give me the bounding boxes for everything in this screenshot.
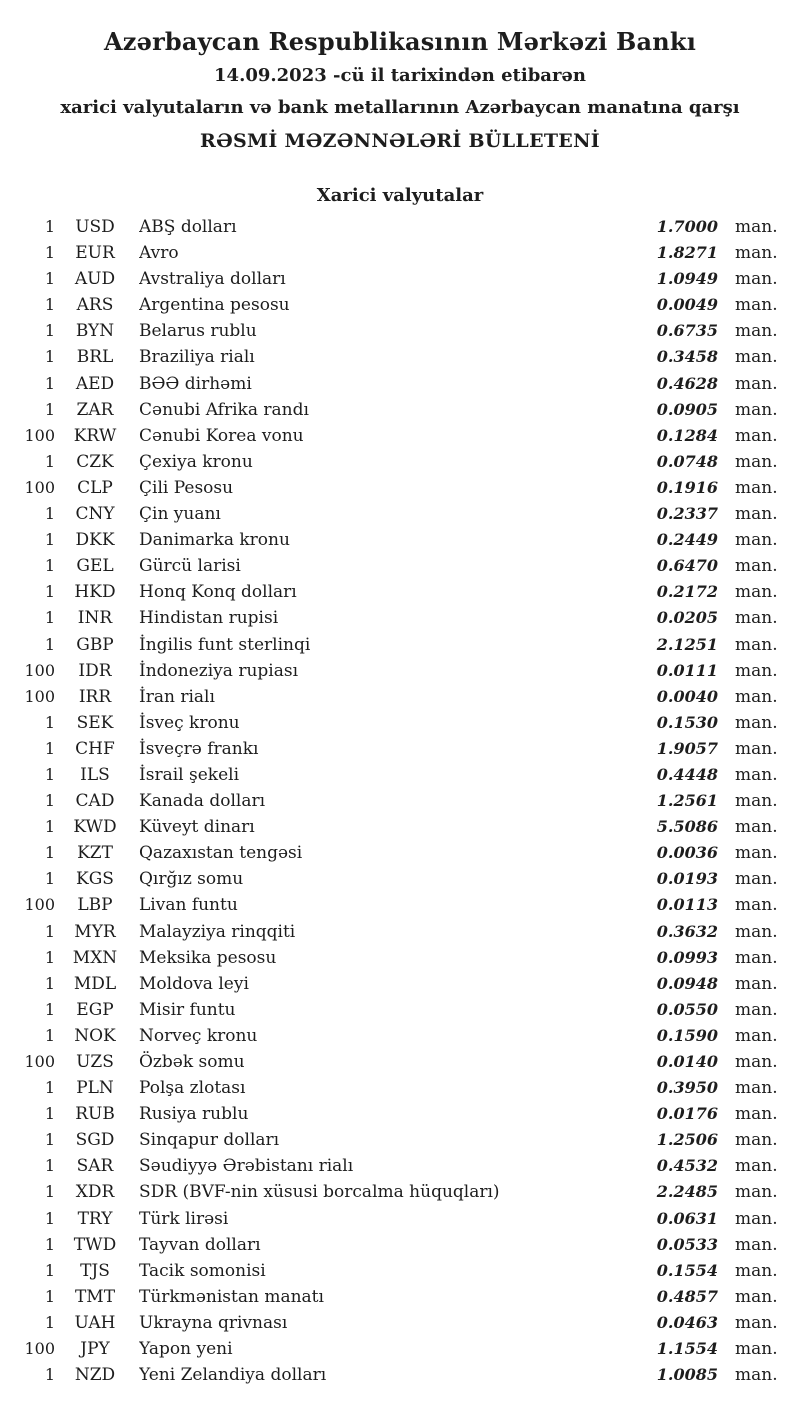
row-quantity: 1 <box>44 869 55 889</box>
table-row <box>0 1023 800 1049</box>
row-rate-value: 0.4448 <box>656 764 718 784</box>
table-row <box>0 736 800 762</box>
row-unit-label: man. <box>735 530 778 551</box>
row-quantity: 100 <box>24 1339 55 1359</box>
row-rate-value: 0.0176 <box>656 1104 718 1124</box>
table-row <box>0 658 800 684</box>
table-row <box>0 371 800 397</box>
row-currency-name: İran rialı <box>139 686 215 707</box>
row-quantity: 1 <box>44 1365 55 1385</box>
row-unit-label: man. <box>735 921 778 942</box>
row-quantity: 1 <box>44 269 55 289</box>
row-rate-value: 0.3632 <box>656 921 718 941</box>
row-quantity: 100 <box>24 895 55 915</box>
row-rate-value: 1.1554 <box>656 1339 718 1359</box>
row-currency-code: TMT <box>74 1286 116 1307</box>
row-quantity: 1 <box>44 347 55 367</box>
row-currency-code: CNY <box>75 504 115 525</box>
row-unit-label: man. <box>735 660 778 681</box>
row-currency-code: MYR <box>74 921 116 942</box>
row-unit-label: man. <box>735 373 778 394</box>
row-quantity: 1 <box>44 764 55 784</box>
row-unit-label: man. <box>735 399 778 420</box>
row-rate-value: 0.0193 <box>656 869 718 889</box>
row-quantity: 1 <box>44 1312 55 1332</box>
row-unit-label: man. <box>735 504 778 525</box>
table-row <box>0 1127 800 1153</box>
row-currency-name: İsrail şekeli <box>139 764 239 785</box>
row-quantity: 1 <box>44 634 55 654</box>
row-currency-code: MXN <box>72 947 118 968</box>
row-quantity: 1 <box>44 921 55 941</box>
row-currency-code: CHF <box>75 738 115 759</box>
row-quantity: 100 <box>24 686 55 706</box>
row-currency-name: Danimarka kronu <box>139 530 290 551</box>
row-rate-value: 0.4532 <box>656 1156 718 1176</box>
row-rate-value: 0.0049 <box>656 295 718 315</box>
row-quantity: 1 <box>44 399 55 419</box>
row-quantity: 1 <box>44 608 55 628</box>
row-quantity: 100 <box>24 425 55 445</box>
row-currency-code: SEK <box>76 712 114 733</box>
row-rate-value: 0.0533 <box>656 1234 718 1254</box>
row-currency-code: CLP <box>77 477 113 498</box>
row-currency-code: INR <box>77 608 113 629</box>
row-currency-code: AED <box>75 373 115 394</box>
row-quantity: 1 <box>44 556 55 576</box>
row-rate-value: 0.0748 <box>656 451 718 471</box>
row-currency-name: İsveçrə frankı <box>139 738 259 759</box>
table-row <box>0 1075 800 1101</box>
row-unit-label: man. <box>735 1130 778 1151</box>
row-currency-name: Moldova leyi <box>139 973 249 994</box>
table-row <box>0 214 800 240</box>
row-unit-label: man. <box>735 1156 778 1177</box>
row-currency-name: İsveç kronu <box>139 712 240 733</box>
row-currency-code: CZK <box>76 451 114 472</box>
row-unit-label: man. <box>735 1182 778 1203</box>
row-currency-code: UZS <box>76 1052 114 1072</box>
row-currency-code: ZAR <box>76 399 114 420</box>
row-quantity: 1 <box>44 738 55 758</box>
row-rate-value: 0.0205 <box>656 608 718 628</box>
row-rate-value: 1.7000 <box>656 217 718 236</box>
row-currency-name: İndoneziya rupiası <box>139 660 299 681</box>
row-rate-value: 0.1916 <box>656 477 718 497</box>
row-unit-label: man. <box>735 1025 778 1046</box>
row-currency-code: NZD <box>74 1365 116 1386</box>
row-currency-name: Qazaxıstan tengəsi <box>139 843 303 864</box>
row-currency-name: BƏƏ dirhəmi <box>139 373 252 394</box>
row-rate-value: 0.1590 <box>656 1025 718 1045</box>
row-currency-name: Cənubi Afrika randı <box>139 399 309 420</box>
row-rate-value: 0.0036 <box>656 843 718 863</box>
row-unit-label: man. <box>735 947 778 968</box>
table-row <box>0 397 800 423</box>
row-currency-code: GEL <box>76 556 114 577</box>
row-rate-value: 0.0113 <box>656 895 718 915</box>
row-unit-label: man. <box>735 269 778 290</box>
row-rate-value: 0.1554 <box>656 1260 718 1280</box>
row-unit-label: man. <box>735 869 778 890</box>
row-currency-name: Ukrayna qrivnası <box>139 1312 288 1333</box>
row-currency-code: DKK <box>75 530 115 551</box>
row-quantity: 1 <box>44 1234 55 1254</box>
row-currency-code: BRL <box>76 347 114 368</box>
row-currency-name: Küveyt dinarı <box>139 817 255 838</box>
row-currency-name: Cənubi Korea vonu <box>139 425 304 446</box>
row-currency-code: UAH <box>74 1312 116 1333</box>
row-unit-label: man. <box>735 738 778 759</box>
row-rate-value: 1.0949 <box>656 269 718 289</box>
row-currency-code: AUD <box>74 269 116 290</box>
row-currency-code: TRY <box>77 1208 113 1229</box>
row-currency-code: ILS <box>80 764 110 785</box>
row-currency-name: Yapon yeni <box>139 1339 233 1360</box>
row-currency-code: RUB <box>75 1104 115 1125</box>
row-currency-code: EUR <box>75 243 115 264</box>
table-row <box>0 449 800 475</box>
row-unit-label: man. <box>735 608 778 629</box>
row-quantity: 1 <box>44 1078 55 1098</box>
row-currency-name: ABŞ dolları <box>139 217 237 237</box>
table-row <box>0 919 800 945</box>
table-row <box>0 605 800 631</box>
row-unit-label: man. <box>735 347 778 368</box>
table-row <box>0 1153 800 1179</box>
row-rate-value: 1.2561 <box>656 791 718 811</box>
row-currency-code: CAD <box>75 791 115 812</box>
row-quantity: 100 <box>24 660 55 680</box>
table-row <box>0 1049 800 1075</box>
row-currency-name: Rusiya rublu <box>139 1104 249 1125</box>
row-currency-name: Çexiya kronu <box>139 451 253 472</box>
row-unit-label: man. <box>735 1365 778 1386</box>
row-currency-name: Misir funtu <box>139 999 236 1020</box>
table-row <box>0 501 800 527</box>
row-currency-code: KRW <box>73 425 117 446</box>
row-quantity: 1 <box>44 451 55 471</box>
row-currency-name: Gürcü larisi <box>139 556 241 577</box>
row-currency-name: Türkmənistan manatı <box>139 1286 324 1307</box>
row-rate-value: 0.0111 <box>656 660 718 680</box>
row-unit-label: man. <box>735 634 778 655</box>
row-currency-name: Livan funtu <box>139 895 238 916</box>
row-rate-value: 0.3458 <box>656 347 718 367</box>
row-rate-value: 0.2337 <box>656 504 718 524</box>
row-quantity: 1 <box>44 504 55 524</box>
row-quantity: 1 <box>44 791 55 811</box>
row-unit-label: man. <box>735 999 778 1020</box>
row-rate-value: 0.6470 <box>656 556 718 576</box>
row-currency-code: SGD <box>75 1130 115 1151</box>
row-quantity: 1 <box>44 817 55 837</box>
row-rate-value: 0.4857 <box>656 1286 718 1306</box>
table-row <box>0 632 800 658</box>
section-title-foreign-currencies: Xarici valyutalar <box>316 185 484 206</box>
row-rate-value: 0.0631 <box>656 1208 718 1228</box>
row-unit-label: man. <box>735 295 778 316</box>
row-unit-label: man. <box>735 817 778 838</box>
row-currency-code: MDL <box>73 973 117 994</box>
row-currency-name: Honq Konq dolları <box>139 582 297 603</box>
table-row <box>0 266 800 292</box>
table-row <box>0 1362 800 1388</box>
row-unit-label: man. <box>735 1312 778 1333</box>
table-row <box>0 1284 800 1310</box>
row-unit-label: man. <box>735 477 778 498</box>
row-rate-value: 0.2449 <box>656 530 718 550</box>
row-unit-label: man. <box>735 1052 778 1072</box>
bulletin-header <box>0 0 800 154</box>
table-row <box>0 553 800 579</box>
row-rate-value: 0.2172 <box>656 582 718 602</box>
row-currency-name: Meksika pesosu <box>139 947 277 968</box>
row-currency-name: Türk lirəsi <box>139 1208 229 1229</box>
row-currency-name: Hindistan rupisi <box>139 608 279 629</box>
row-quantity: 1 <box>44 999 55 1019</box>
row-rate-value: 2.2485 <box>656 1182 718 1202</box>
row-currency-name: Belarus rublu <box>139 321 257 342</box>
row-unit-label: man. <box>735 764 778 785</box>
row-currency-code: SAR <box>76 1156 114 1177</box>
row-currency-code: IDR <box>78 660 112 681</box>
row-rate-value: 0.3950 <box>656 1078 718 1098</box>
row-quantity: 1 <box>44 1208 55 1228</box>
table-row <box>0 866 800 892</box>
row-quantity: 100 <box>24 1052 55 1071</box>
row-currency-code: TWD <box>73 1234 117 1255</box>
row-currency-name: Polşa zlotası <box>139 1078 246 1099</box>
row-unit-label: man. <box>735 843 778 864</box>
row-quantity: 1 <box>44 973 55 993</box>
row-unit-label: man. <box>735 1234 778 1255</box>
row-currency-name: Özbək somu <box>139 1052 245 1072</box>
subject-line: xarici valyutaların və bank metallarının Azərbaycan manatına qarşı <box>60 97 740 118</box>
row-quantity: 1 <box>44 373 55 393</box>
table-row <box>0 840 800 866</box>
row-unit-label: man. <box>735 1339 778 1360</box>
table-row <box>0 1258 800 1284</box>
row-currency-code: PLN <box>76 1078 114 1099</box>
row-currency-code: JPY <box>80 1339 110 1360</box>
row-quantity: 1 <box>44 1104 55 1124</box>
row-quantity: 1 <box>44 1130 55 1150</box>
row-rate-value: 0.6735 <box>656 321 718 341</box>
table-row <box>0 814 800 840</box>
row-quantity: 1 <box>44 1182 55 1202</box>
row-unit-label: man. <box>735 895 778 916</box>
row-unit-label: man. <box>735 321 778 342</box>
row-currency-code: KWD <box>73 817 117 838</box>
row-unit-label: man. <box>735 1078 778 1099</box>
table-row <box>0 475 800 501</box>
table-row <box>0 527 800 553</box>
row-currency-name: Braziliya rialı <box>139 347 255 368</box>
row-currency-code: LBP <box>77 895 113 916</box>
row-quantity: 1 <box>44 1286 55 1306</box>
row-currency-name: Tayvan dolları <box>139 1234 261 1255</box>
row-currency-name: Malayziya rinqqiti <box>139 921 296 942</box>
row-unit-label: man. <box>735 425 778 446</box>
row-currency-code: BYN <box>75 321 115 342</box>
row-rate-value: 0.0905 <box>656 399 718 419</box>
row-unit-label: man. <box>735 217 778 237</box>
row-unit-label: man. <box>735 712 778 733</box>
row-currency-code: KZT <box>77 843 113 864</box>
row-currency-name: Yeni Zelandiya dolları <box>139 1365 327 1386</box>
row-unit-label: man. <box>735 1208 778 1229</box>
row-currency-code: IRR <box>78 686 112 707</box>
bulletin-title: RƏSMİ MƏZƏNNƏLƏRİ BÜLLETENİ <box>200 130 600 152</box>
row-quantity: 1 <box>44 530 55 550</box>
row-rate-value: 0.1530 <box>656 712 718 732</box>
row-rate-value: 1.9057 <box>656 738 718 758</box>
row-currency-code: NOK <box>74 1025 116 1046</box>
table-row <box>0 788 800 814</box>
row-currency-name: Çili Pesosu <box>139 477 234 498</box>
row-currency-name: Norveç kronu <box>139 1025 258 1046</box>
row-unit-label: man. <box>735 451 778 472</box>
row-unit-label: man. <box>735 686 778 707</box>
row-currency-name: SDR (BVF-nin xüsusi borcalma hüquqları) <box>139 1182 500 1203</box>
bank-name-title: Azərbaycan Respublikasının Mərkəzi Bankı <box>103 27 697 56</box>
row-currency-name: Sinqapur dolları <box>139 1130 280 1151</box>
table-row <box>0 997 800 1023</box>
row-unit-label: man. <box>735 556 778 577</box>
row-quantity: 1 <box>44 243 55 263</box>
row-currency-code: USD <box>75 217 115 237</box>
table-row <box>0 423 800 449</box>
row-quantity: 1 <box>44 1025 55 1045</box>
row-currency-code: XDR <box>75 1182 115 1203</box>
row-rate-value: 0.0463 <box>656 1312 718 1332</box>
row-quantity: 1 <box>44 582 55 602</box>
table-row <box>0 971 800 997</box>
table-row <box>0 579 800 605</box>
row-currency-name: İngilis funt sterlinqi <box>139 634 311 655</box>
row-quantity: 1 <box>44 295 55 315</box>
row-rate-value: 0.0948 <box>656 973 718 993</box>
row-rate-value: 0.0550 <box>656 999 718 1019</box>
row-currency-name: Qırğız somu <box>139 869 244 890</box>
table-row <box>0 1101 800 1127</box>
row-currency-name: Argentina pesosu <box>139 295 290 316</box>
row-quantity: 1 <box>44 947 55 967</box>
row-currency-name: Avro <box>139 243 179 264</box>
table-row <box>0 1336 800 1362</box>
row-rate-value: 1.0085 <box>656 1365 718 1385</box>
table-row <box>0 1206 800 1232</box>
row-currency-name: Səudiyyə Ərəbistanı rialı <box>139 1156 354 1177</box>
row-currency-name: Çin yuanı <box>139 504 221 525</box>
row-unit-label: man. <box>735 791 778 812</box>
row-currency-name: Avstraliya dolları <box>139 269 286 290</box>
table-row <box>0 1310 800 1336</box>
currency-table <box>0 214 800 1388</box>
row-currency-code: KGS <box>76 869 114 890</box>
row-unit-label: man. <box>735 1104 778 1125</box>
row-currency-code: GBP <box>76 634 114 655</box>
row-rate-value: 2.1251 <box>656 634 718 654</box>
table-row <box>0 762 800 788</box>
row-currency-code: HKD <box>74 582 116 603</box>
row-rate-value: 1.2506 <box>656 1130 718 1150</box>
row-quantity: 1 <box>44 1260 55 1280</box>
row-rate-value: 5.5086 <box>656 817 718 837</box>
row-quantity: 1 <box>44 217 55 236</box>
row-rate-value: 0.1284 <box>656 425 718 445</box>
table-row <box>0 710 800 736</box>
row-currency-code: ARS <box>76 295 114 316</box>
table-row <box>0 318 800 344</box>
row-quantity: 1 <box>44 1156 55 1176</box>
effective-date-line: 14.09.2023 -cü il tarixindən etibarən <box>214 65 586 86</box>
row-quantity: 100 <box>24 477 55 497</box>
row-quantity: 1 <box>44 712 55 732</box>
row-unit-label: man. <box>735 1286 778 1307</box>
table-row <box>0 684 800 710</box>
row-currency-code: EGP <box>76 999 114 1020</box>
table-row <box>0 292 800 318</box>
row-currency-name: Kanada dolları <box>139 791 266 812</box>
row-unit-label: man. <box>735 582 778 603</box>
row-quantity: 1 <box>44 321 55 341</box>
row-rate-value: 0.0140 <box>656 1052 718 1071</box>
table-row <box>0 240 800 266</box>
table-row <box>0 1179 800 1205</box>
row-unit-label: man. <box>735 973 778 994</box>
row-currency-name: Tacik somonisi <box>139 1260 266 1281</box>
row-unit-label: man. <box>735 243 778 264</box>
row-quantity: 1 <box>44 843 55 863</box>
row-rate-value: 1.8271 <box>656 243 718 263</box>
table-row <box>0 1232 800 1258</box>
table-row <box>0 344 800 370</box>
row-unit-label: man. <box>735 1260 778 1281</box>
row-rate-value: 0.0993 <box>656 947 718 967</box>
row-currency-code: TJS <box>80 1260 110 1281</box>
table-row <box>0 892 800 918</box>
row-rate-value: 0.0040 <box>656 686 718 706</box>
row-rate-value: 0.4628 <box>656 373 718 393</box>
table-row <box>0 945 800 971</box>
